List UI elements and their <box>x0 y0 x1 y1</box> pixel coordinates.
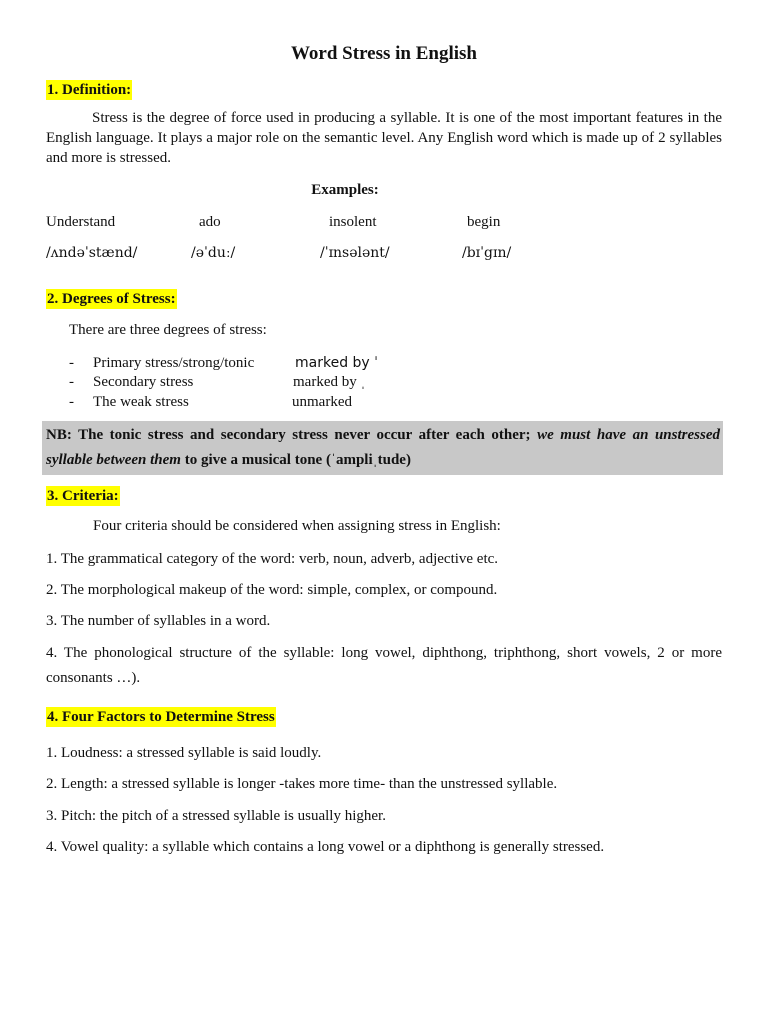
example-ipa-3: /ˈɪnsələnt/ <box>320 245 390 261</box>
degree-dash-3: - <box>69 394 74 410</box>
degree-dash-2: - <box>69 374 74 390</box>
nb-text-1: NB: The tonic stress and secondary stress never occur after each other; <box>46 427 538 443</box>
document-title: Word Stress in English <box>290 43 477 64</box>
degree-mark-3: unmarked <box>292 394 352 410</box>
factor-item-2: 2. Length: a stressed syllable is longer -takes more time- than the unstressed syllable. <box>46 776 558 792</box>
degree-label-3: The weak stress <box>93 394 189 410</box>
degrees-intro: There are three degrees of stress: <box>69 322 267 338</box>
factors-heading: 4. Four Factors to Determine Stress <box>47 709 275 725</box>
degree-mark-2: marked by ˌ <box>293 374 366 390</box>
criteria-item-1: 1. The grammatical category of the word: verb, noun, adverb, adjective etc. <box>46 551 499 567</box>
criteria-item-3: 3. The number of syllables in a word. <box>46 613 271 629</box>
example-ipa-1: /ʌndəˈstænd/ <box>46 245 138 261</box>
example-word-4: begin <box>467 214 501 230</box>
nb-text-2: to give a musical tone (ˈampliˌtude) <box>180 452 411 468</box>
criteria-item-4: 4. The phonological structure of the syllable: long vowel, diphthong, triphthong, short vowels, 2 or more <box>46 645 722 661</box>
example-word-2: ado <box>199 214 221 230</box>
degree-label-1: Primary stress/strong/tonic <box>93 355 255 371</box>
criteria-heading: 3. Criteria: <box>47 488 119 504</box>
criteria-item-2: 2. The morphological makeup of the word: simple, complex, or compound. <box>46 582 498 598</box>
definition-text: Stress is the degree of force used in producing a syllable. It is one of the most important features in the English language. It plays a major role on the semantic level. Any English word which is made up of 2 syllables and more is stressed. <box>46 110 722 166</box>
definition-heading: 1. Definition: <box>47 82 132 98</box>
examples-label: Examples: <box>311 182 379 198</box>
factor-item-1: 1. Loudness: a stressed syllable is said loudly. <box>46 745 322 761</box>
definition-paragraph <box>46 108 722 168</box>
degrees-heading: 2. Degrees of Stress: <box>47 291 176 307</box>
nb-emphasis: we must have an unstressed syllable between them <box>46 427 720 468</box>
criteria-intro: Four criteria should be considered when assigning stress in English: <box>93 518 501 534</box>
degree-mark-1: marked by ˈ <box>295 355 379 371</box>
degree-label-2: Secondary stress <box>93 374 194 390</box>
criteria-item-4-continued: consonants …). <box>46 670 141 686</box>
example-ipa-2: /əˈduː/ <box>191 245 236 261</box>
factor-item-3: 3. Pitch: the pitch of a stressed syllable is usually higher. <box>46 808 386 824</box>
example-word-3: insolent <box>329 214 377 230</box>
example-word-1: Understand <box>46 214 116 230</box>
nb-note <box>42 421 723 475</box>
example-ipa-4: /bɪˈgɪn/ <box>462 245 512 261</box>
factor-item-4: 4. Vowel quality: a syllable which contains a long vowel or a diphthong is generally stressed. <box>46 839 605 855</box>
degree-dash-1: - <box>69 355 74 371</box>
